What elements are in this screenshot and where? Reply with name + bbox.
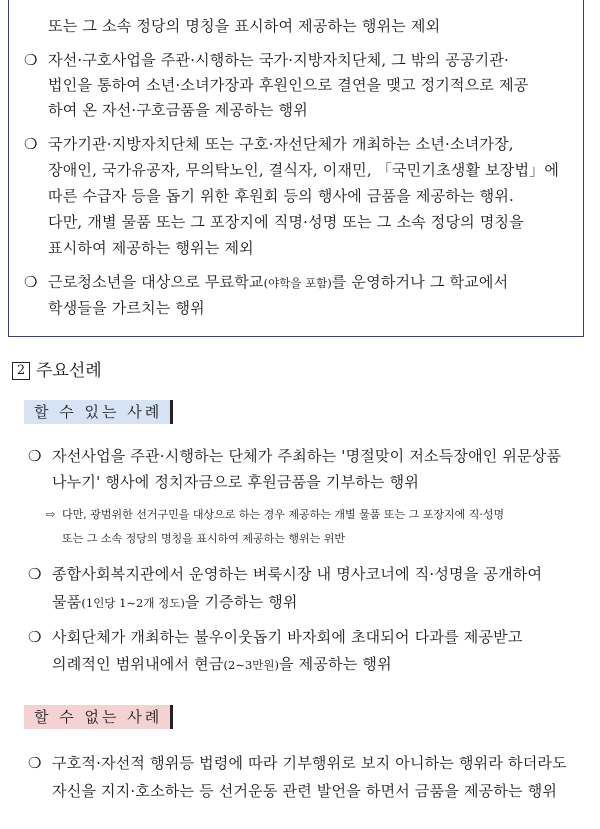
list-item-line: 하여 온 자선·구호금품을 제공하는 행위 — [48, 101, 308, 119]
arrow-right-icon: ⇨ — [46, 508, 56, 521]
list-item-line: 법인을 통하여 소년·소녀가장과 후원인으로 결연을 맺고 정기적으로 제공 — [48, 76, 529, 94]
list-item-line: 구호적·자선적 행위등 법령에 따라 기부행위로 보지 아니하는 행위라 하더라도 — [52, 754, 567, 772]
list-item-line: 국가기관·지방자치단체 또는 구호·자선단체가 개최하는 소년·소녀가장, — [48, 135, 514, 153]
list-item-line: 자선·구호사업을 주관·시행하는 국가·지방자치단체, 그 밖의 공공기관· — [48, 51, 510, 69]
bullet-circle-icon: ❍ — [28, 754, 42, 772]
bullet-circle-icon: ❍ — [28, 628, 42, 646]
list-item-line: 물품(1인당 1∼2개 정도)을 기증하는 행위 — [52, 593, 298, 611]
list-item-line: 나누기' 행사에 정치자금으로 후원금품을 기부하는 행위 — [52, 473, 420, 491]
section-heading — [12, 360, 102, 382]
carry-over-line: 또는 그 소속 정당의 명칭을 표시하여 제공하는 행위는 제외 — [48, 17, 441, 35]
sub-note-line: 다만, 광범위한 선거구민을 대상으로 하는 경우 제공하는 개별 물품 또는 그 포장지에 직·성명 — [62, 508, 505, 521]
list-item-line: 장애인, 국가유공자, 무의탁노인, 결식자, 이재민, 「국민기초생활 보장법」에 — [48, 161, 560, 179]
sub-note-line: 또는 그 소속 정당의 명칭을 표시하여 제공하는 행위는 위반 — [62, 532, 345, 545]
allowed-cases-label: 할 수 있는 사례 — [24, 400, 173, 424]
section-title: 주요선례 — [36, 361, 102, 381]
not-allowed-cases-label: 할 수 없는 사례 — [24, 705, 173, 729]
bullet-circle-icon: ❍ — [28, 447, 42, 465]
section-number: 2 — [12, 362, 30, 380]
list-item-line: 자신을 지지·호소하는 등 선거운동 관련 발언을 하면서 금품을 제공하는 행위 — [52, 782, 558, 800]
bullet-circle-icon: ❍ — [28, 565, 42, 583]
list-item-line: 사회단체가 개최하는 불우이웃돕기 바자회에 초대되어 다과를 제공받고 — [52, 628, 523, 646]
list-item-line: 종합사회복지관에서 운영하는 벼룩시장 내 명사코너에 직·성명을 공개하여 — [52, 565, 543, 583]
bullet-circle-icon: ❍ — [24, 273, 38, 291]
bullet-circle-icon: ❍ — [24, 51, 38, 69]
list-item-line: 자선사업을 주관·시행하는 단체가 주최하는 '명절맞이 저소득장애인 위문상품 — [52, 447, 562, 465]
list-item-line: 따른 수급자 등을 돕기 위한 후원회 등의 행사에 금품을 제공하는 행위. — [48, 187, 514, 205]
bullet-circle-icon: ❍ — [24, 135, 38, 153]
list-item-line: 의례적인 범위내에서 현금(2∼3만원)을 제공하는 행위 — [52, 655, 392, 673]
list-item-line: 근로청소년을 대상으로 무료학교(야학을 포함)를 운영하거나 그 학교에서 — [48, 273, 509, 291]
list-item-line: 표시하여 제공하는 행위는 제외 — [48, 239, 254, 257]
list-item-line: 다만, 개별 물품 또는 그 포장지에 직명·성명 또는 그 소속 정당의 명칭을 — [48, 213, 524, 231]
list-item-line: 학생들을 가르치는 행위 — [48, 299, 205, 317]
